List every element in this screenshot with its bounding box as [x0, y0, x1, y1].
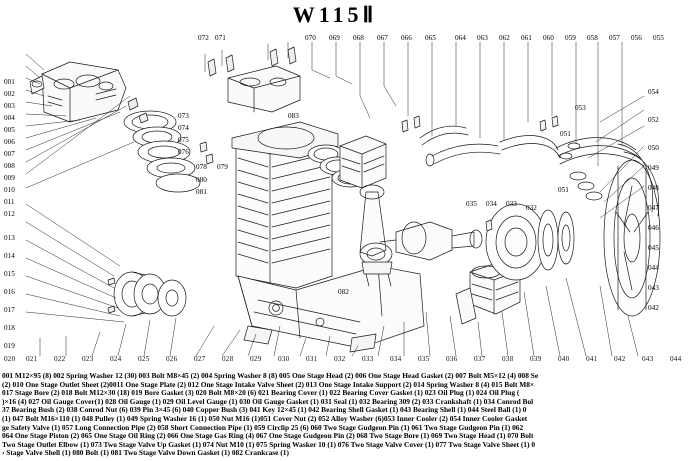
callout-b044: 044: [670, 355, 682, 363]
callout-081: 081: [196, 188, 207, 196]
callout-b043: 043: [642, 355, 654, 363]
callout-065: 065: [425, 34, 436, 42]
callout-002: 002: [4, 90, 15, 98]
callout-058: 058: [587, 34, 598, 42]
callout-b032: 032: [334, 355, 346, 363]
callout-b030: 030: [278, 355, 290, 363]
callout-b037: 037: [474, 355, 486, 363]
callout-013: 013: [4, 234, 15, 242]
callout-035-mid: 035: [466, 200, 477, 208]
callout-b025: 025: [138, 355, 150, 363]
callout-b040: 040: [558, 355, 570, 363]
callout-005: 005: [4, 126, 15, 134]
callout-006: 006: [4, 138, 15, 146]
callout-068: 068: [353, 34, 364, 42]
callout-051-b: 051: [558, 186, 569, 194]
callout-b042: 042: [614, 355, 626, 363]
callout-051: 051: [560, 130, 571, 138]
callout-069: 069: [329, 34, 340, 42]
callout-044: 044: [648, 264, 659, 272]
callout-004: 004: [4, 114, 15, 122]
callout-060: 060: [543, 34, 554, 42]
page-title: W115Ⅱ: [292, 2, 378, 27]
legend-line-2: (2) 010 One Stage Outlet Sheet (2)0011 One Stage Plate (2) 012 One Stage Intake Valve Sheet (2) 013 One Stage Intake Support (2) 014 Spring Washer 8 (4) 015 Bolt M8×: [2, 379, 535, 389]
callout-067: 067: [377, 34, 388, 42]
callout-063: 063: [477, 34, 488, 42]
callout-047: 047: [648, 204, 659, 212]
callout-008: 008: [4, 162, 15, 170]
callout-076: 076: [178, 148, 189, 156]
callout-055: 055: [653, 34, 664, 42]
callout-079: 079: [217, 163, 228, 171]
callout-b028: 028: [222, 355, 234, 363]
callout-b031: 031: [306, 355, 318, 363]
callout-b039: 039: [530, 355, 542, 363]
callout-033-mid: 033: [506, 200, 517, 208]
callout-070: 070: [305, 34, 316, 42]
callout-b022: 022: [54, 355, 66, 363]
legend-line-6: (1) 047 Bolt M16×110 (1) 048 Pulley (1) 049 Spring Washer 16 (1) 050 Nut M16 (1)051 Cover Nut (2) 052 Alloy Washer (6)053 Inner Cooler (2) 054 Inner Cooler Gasket: [2, 413, 528, 423]
legend-line-1: 001 M12×95 (8) 002 Spring Washer 12 (30) 003 Bolt M8×45 (2) 004 Spring Washer 8 (8) 005 One Stage Head (2) 006 One Stage Head Gasket (2) 007 Bolt M5×12 (4) 008 Se: [2, 371, 539, 380]
legend-line-8: 064 One Stage Piston (2) 065 One Stage Oil Ring (2) 066 One Stage Gas Ring (4) 067 One Stage Gudgeon Pin (2) 068 Two Stage Bore (1) 069 Two Stage Head (1) 070 Bolt: [2, 431, 534, 441]
callout-018: 018: [4, 324, 15, 332]
callout-075: 075: [178, 136, 189, 144]
callout-b021: 021: [26, 355, 38, 363]
callout-062: 062: [499, 34, 510, 42]
callout-012: 012: [4, 210, 15, 218]
callout-b023: 023: [82, 355, 94, 363]
callout-050: 050: [648, 144, 659, 152]
callout-b036: 036: [446, 355, 458, 363]
callout-053: 053: [575, 104, 586, 112]
callout-052: 052: [648, 116, 659, 124]
callout-007: 007: [4, 150, 15, 158]
callout-b027: 027: [194, 355, 206, 363]
callout-019: 019: [4, 342, 15, 350]
callout-046: 046: [648, 224, 659, 232]
callout-b038: 038: [502, 355, 514, 363]
callout-b035: 035: [418, 355, 430, 363]
callout-017: 017: [4, 306, 15, 314]
callout-b029: 029: [250, 355, 262, 363]
callout-083: 083: [288, 112, 299, 120]
callout-080: 080: [196, 176, 207, 184]
legend-line-3: 017 Stage Bore (2) 018 Bolt M12×30 (18) 019 Bore Gasket (3) 020 Bolt M8×20 (6) 021 Bearing Cover (1) 022 Bearing Cover Gasket (1) 023 Oil Plug (1) 024 Oil Plug (: [2, 388, 520, 398]
callout-049: 049: [648, 164, 659, 172]
callout-014: 014: [4, 252, 15, 260]
callout-010: 010: [4, 186, 15, 194]
callout-072: 072: [198, 34, 209, 42]
legend-line-4: )×16 (4) 027 Oil Gauge Cover(1) 028 Oil Gauge (1) 029 Oil Level Gauge (1) 030 Oil Gauge Gasket (1) 031 Seal (1) 032 Bearing 309 (2) 033 Crankshaft (1) 034 Conrod Bol: [2, 396, 534, 406]
callout-001: 001: [4, 78, 15, 86]
exploded-assembly-drawing: [0, 26, 670, 366]
callout-032-mid: 032: [526, 204, 537, 212]
callout-056: 056: [631, 34, 642, 42]
callout-b024: 024: [110, 355, 122, 363]
callout-011: 011: [4, 198, 15, 206]
legend-line-5: 37 Bearing Bush (2) 038 Conrod Nut (6) 039 Pin 3×45 (6) 040 Copper Bush (3) 041 Key 12×45 (1) 042 Bearing Shell Gasket (1) 043 Bearing Shell (1) 044 Steel Ball (1) 0: [2, 405, 527, 415]
callout-054: 054: [648, 88, 659, 96]
callout-059: 059: [565, 34, 576, 42]
callout-064: 064: [455, 34, 466, 42]
callout-009: 009: [4, 174, 15, 182]
callout-b026: 026: [166, 355, 178, 363]
legend-line-7: ge Safety Valve (1) 057 Long Connection Pipe (2) 058 Short Connection Pipe (1) 059 Circlip 25 (6) 060 Two Stage Gudgeon Pin (1) 061 Two Stage Gudgeon Pin (1) 062: [2, 422, 524, 432]
bottom-callout-labels: [4, 355, 682, 363]
callout-003: 003: [4, 102, 15, 110]
callout-066: 066: [401, 34, 412, 42]
callout-071: 071: [215, 34, 226, 42]
callout-034-mid: 034: [486, 200, 497, 208]
callout-073: 073: [178, 112, 189, 120]
callout-078: 078: [196, 163, 207, 171]
callout-016: 016: [4, 288, 15, 296]
callout-045: 045: [648, 244, 659, 252]
callout-b033: 033: [362, 355, 374, 363]
legend-line-10: › Stage Valve Shell (1) 080 Bolt (1) 081 Two Stage Valve Down Gasket (1) 082 Crankcase (1): [2, 448, 289, 458]
callout-042: 042: [648, 304, 659, 312]
callout-b034: 034: [390, 355, 402, 363]
callout-057: 057: [609, 34, 620, 42]
callout-048: 048: [648, 184, 659, 192]
callout-b041: 041: [586, 355, 598, 363]
callout-082: 082: [338, 288, 349, 296]
callout-043: 043: [648, 284, 659, 292]
callout-074: 074: [178, 124, 189, 132]
callout-015: 015: [4, 270, 15, 278]
callout-061: 061: [521, 34, 532, 42]
parts-legend: [0, 370, 670, 461]
legend-line-9: Two Stage Outlet Elbow (1) 073 Two Stage Valve Up Gasket (1) 074 Nut M10 (1) 075 Spring Wasker 10 (1) 076 Two Stage Valve Cover (1) 077 Two Stage Valve Sheet (1) 0: [2, 439, 536, 449]
callout-b020: 020: [4, 355, 16, 363]
